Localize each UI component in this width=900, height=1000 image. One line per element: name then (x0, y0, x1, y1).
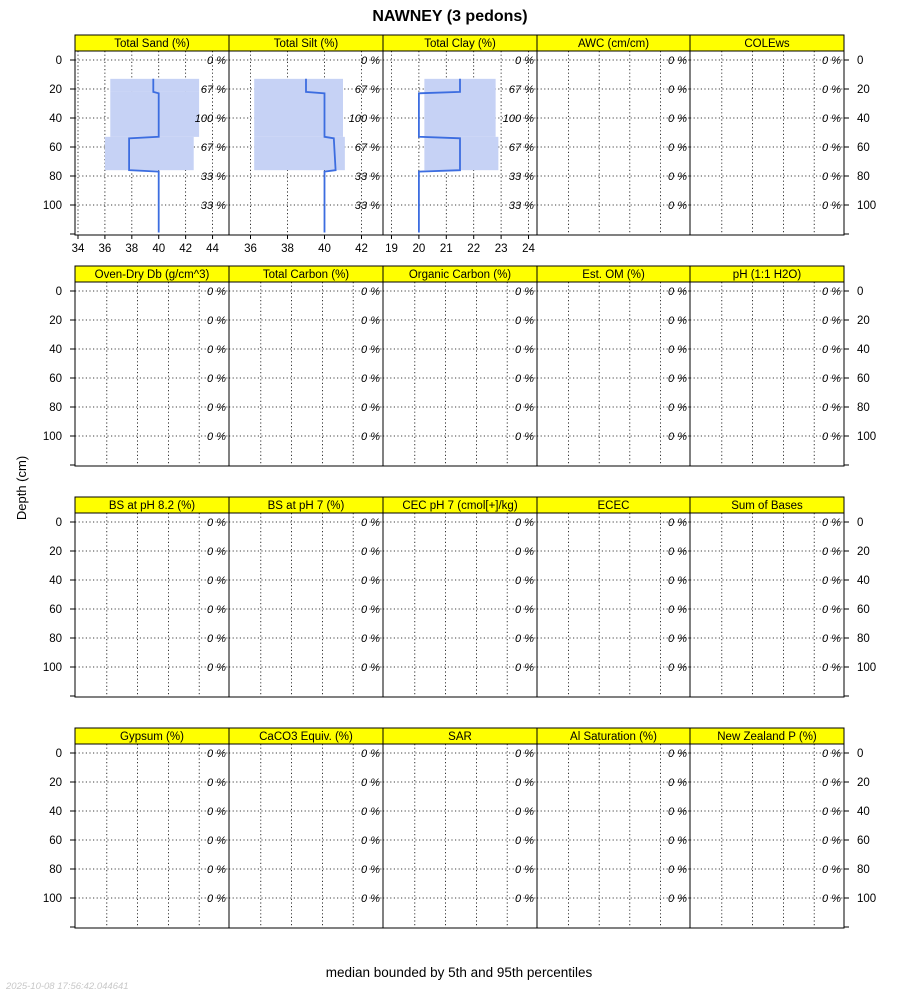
data-coverage-label: 0 % (361, 662, 380, 674)
percentile-band (424, 137, 498, 170)
panel-frame (690, 744, 844, 928)
x-tick-label: 38 (281, 243, 294, 255)
data-coverage-label: 0 % (361, 286, 380, 298)
data-coverage-label: 0 % (207, 286, 226, 298)
data-coverage-label: 0 % (207, 431, 226, 443)
panel-frame (75, 282, 229, 466)
data-coverage-label: 0 % (822, 575, 841, 587)
y-tick-label: 0 (857, 286, 864, 298)
data-coverage-label: 0 % (207, 344, 226, 356)
data-coverage-label: 0 % (207, 893, 226, 905)
data-coverage-label: 0 % (361, 604, 380, 616)
panel-strip-label: Total Silt (%) (273, 38, 339, 50)
data-coverage-label: 0 % (668, 84, 687, 96)
panel-frame (75, 513, 229, 697)
panel-strip-label: ECEC (597, 500, 630, 512)
data-coverage-label: 67 % (354, 142, 380, 154)
panel-strip-label: SAR (448, 731, 472, 743)
y-tick-label: 60 (857, 142, 870, 154)
x-tick-label: 20 (412, 243, 426, 255)
x-tick-label: 42 (179, 243, 193, 255)
y-tick-label: 100 (42, 662, 62, 674)
data-coverage-label: 0 % (361, 806, 380, 818)
panel-sum-of-bases (690, 497, 876, 697)
data-coverage-label: 0 % (515, 315, 534, 327)
panel-frame (690, 513, 844, 697)
y-tick-label: 20 (857, 315, 870, 327)
y-tick-label: 80 (857, 864, 870, 876)
data-coverage-label: 33 % (200, 200, 226, 212)
x-tick-label: 34 (71, 243, 85, 255)
data-coverage-label: 0 % (207, 748, 226, 760)
data-coverage-label: 0 % (361, 517, 380, 529)
y-tick-label: 40 (857, 575, 870, 587)
x-tick-label: 40 (318, 243, 331, 255)
data-coverage-label: 0 % (515, 604, 534, 616)
data-coverage-label: 0 % (668, 777, 687, 789)
data-coverage-label: 0 % (207, 835, 226, 847)
y-tick-label: 100 (42, 200, 62, 212)
data-coverage-label: 0 % (207, 315, 226, 327)
y-tick-label: 0 (857, 55, 864, 67)
y-tick-label: 80 (49, 402, 62, 414)
y-tick-label: 100 (857, 200, 877, 212)
data-coverage-label: 0 % (515, 633, 534, 645)
x-tick-label: 40 (152, 243, 166, 255)
panel-sar (383, 728, 537, 928)
y-tick-label: 100 (857, 431, 877, 443)
panel-strip-label: Oven-Dry Db (g/cm^3) (94, 269, 210, 281)
data-coverage-label: 0 % (668, 113, 687, 125)
data-coverage-label: 0 % (822, 777, 841, 789)
data-coverage-label: 0 % (361, 893, 380, 905)
data-coverage-label: 0 % (822, 315, 841, 327)
data-coverage-label: 0 % (668, 200, 687, 212)
data-coverage-label: 0 % (207, 864, 226, 876)
data-coverage-label: 0 % (668, 315, 687, 327)
y-tick-label: 0 (55, 517, 62, 529)
y-tick-label: 60 (49, 604, 62, 616)
panel-strip-label: Total Clay (%) (424, 38, 496, 50)
panel-frame (383, 744, 537, 928)
panel-organic-carbon (383, 266, 537, 466)
data-coverage-label: 0 % (207, 662, 226, 674)
data-coverage-label: 0 % (668, 546, 687, 558)
data-coverage-label: 0 % (361, 835, 380, 847)
panel-al-saturation (537, 728, 690, 928)
data-coverage-label: 0 % (361, 315, 380, 327)
data-coverage-label: 67 % (200, 84, 226, 96)
panel-frame (383, 282, 537, 466)
data-coverage-label: 0 % (515, 546, 534, 558)
y-tick-label: 40 (857, 344, 870, 356)
data-coverage-label: 0 % (822, 893, 841, 905)
data-coverage-label: 0 % (515, 575, 534, 587)
data-coverage-label: 0 % (822, 55, 841, 67)
data-coverage-label: 0 % (822, 84, 841, 96)
figure-title: NAWNEY (3 pedons) (372, 8, 528, 25)
data-coverage-label: 0 % (822, 748, 841, 760)
data-coverage-label: 0 % (822, 286, 841, 298)
x-tick-label: 42 (355, 243, 368, 255)
data-coverage-label: 0 % (207, 777, 226, 789)
data-coverage-label: 67 % (508, 84, 534, 96)
y-tick-label: 40 (49, 344, 62, 356)
percentile-band (110, 79, 199, 92)
y-tick-label: 80 (857, 171, 870, 183)
data-coverage-label: 0 % (207, 806, 226, 818)
data-coverage-label: 0 % (361, 431, 380, 443)
x-tick-label: 38 (125, 243, 139, 255)
panel-awc-cm-cm (537, 35, 690, 235)
data-coverage-label: 0 % (515, 662, 534, 674)
panel-frame (690, 51, 844, 235)
panel-strip-label: BS at pH 8.2 (%) (108, 500, 196, 512)
y-tick-label: 60 (49, 835, 62, 847)
data-coverage-label: 0 % (515, 55, 534, 67)
y-tick-label: 60 (857, 604, 870, 616)
panel-strip-label: Total Carbon (%) (262, 269, 350, 281)
y-axis-title: Depth (cm) (14, 455, 29, 521)
x-tick-label: 19 (385, 243, 398, 255)
data-coverage-label: 67 % (508, 142, 534, 154)
panel-strip-label: Gypsum (%) (120, 731, 184, 743)
data-coverage-label: 0 % (361, 575, 380, 587)
panel-total-clay (383, 35, 537, 255)
y-tick-label: 40 (857, 113, 870, 125)
y-tick-label: 40 (49, 806, 62, 818)
y-tick-label: 40 (49, 113, 62, 125)
panel-est-om (537, 266, 690, 466)
data-coverage-label: 0 % (668, 286, 687, 298)
data-coverage-label: 0 % (668, 575, 687, 587)
y-tick-label: 80 (49, 171, 62, 183)
x-tick-label: 36 (244, 243, 257, 255)
data-coverage-label: 0 % (361, 55, 380, 67)
data-coverage-label: 0 % (515, 373, 534, 385)
y-tick-label: 20 (49, 84, 62, 96)
x-tick-label: 44 (206, 243, 219, 255)
panel-bs-at-ph-7 (229, 497, 383, 697)
panel-total-carbon (229, 266, 383, 466)
data-coverage-label: 0 % (515, 835, 534, 847)
panel-strip-label: pH (1:1 H2O) (732, 269, 802, 281)
data-coverage-label: 0 % (822, 546, 841, 558)
data-coverage-label: 0 % (361, 373, 380, 385)
panel-strip-label: Sum of Bases (731, 500, 803, 512)
data-coverage-label: 0 % (515, 286, 534, 298)
data-coverage-label: 0 % (515, 864, 534, 876)
percentile-band (110, 92, 199, 137)
panel-strip-label: CaCO3 Equiv. (%) (259, 731, 353, 743)
data-coverage-label: 0 % (822, 864, 841, 876)
timestamp-stamp: 2025-10-08 17:56:42.044641 (6, 981, 129, 992)
data-coverage-label: 0 % (515, 517, 534, 529)
panel-colews (690, 35, 876, 235)
panel-frame (690, 282, 844, 466)
y-tick-label: 80 (49, 864, 62, 876)
data-coverage-label: 33 % (508, 171, 534, 183)
panel-strip-label: CEC pH 7 (cmol[+]/kg) (402, 500, 518, 512)
data-coverage-label: 0 % (515, 344, 534, 356)
y-tick-label: 20 (49, 777, 62, 789)
panel-strip-label: AWC (cm/cm) (577, 38, 650, 50)
x-tick-label: 24 (522, 243, 535, 255)
panel-frame (383, 513, 537, 697)
panel-strip-label: Organic Carbon (%) (408, 269, 512, 281)
data-coverage-label: 0 % (207, 517, 226, 529)
data-coverage-label: 0 % (668, 517, 687, 529)
data-coverage-label: 0 % (668, 171, 687, 183)
data-coverage-label: 0 % (668, 662, 687, 674)
y-tick-label: 60 (49, 373, 62, 385)
x-tick-label: 22 (467, 243, 481, 255)
data-coverage-label: 0 % (668, 604, 687, 616)
y-tick-label: 100 (857, 662, 877, 674)
data-coverage-label: 0 % (361, 748, 380, 760)
panel-strip-label: Al Saturation (%) (570, 731, 657, 743)
y-tick-label: 20 (857, 546, 870, 558)
panel-new-zealand-p (690, 728, 876, 928)
data-coverage-label: 100 % (194, 113, 226, 125)
y-tick-label: 0 (857, 748, 864, 760)
panel-ph-1-1-h2o (690, 266, 876, 466)
panel-strip-label: New Zealand P (%) (717, 731, 817, 743)
data-coverage-label: 0 % (207, 402, 226, 414)
panel-frame (229, 744, 383, 928)
data-coverage-label: 0 % (207, 55, 226, 67)
y-tick-label: 0 (55, 286, 62, 298)
y-tick-label: 80 (857, 633, 870, 645)
y-tick-label: 100 (857, 893, 877, 905)
data-coverage-label: 0 % (668, 344, 687, 356)
panel-gypsum (43, 728, 229, 928)
data-coverage-label: 0 % (668, 806, 687, 818)
percentile-band (254, 137, 345, 170)
data-coverage-label: 0 % (668, 835, 687, 847)
panel-bs-at-ph-8-2 (43, 497, 229, 697)
y-tick-label: 100 (42, 893, 62, 905)
y-tick-label: 0 (857, 517, 864, 529)
data-coverage-label: 0 % (822, 344, 841, 356)
y-tick-label: 0 (55, 55, 62, 67)
data-coverage-label: 0 % (822, 835, 841, 847)
panel-strip-label: Total Sand (%) (114, 38, 190, 50)
data-coverage-label: 33 % (200, 171, 226, 183)
data-coverage-label: 0 % (361, 864, 380, 876)
data-coverage-label: 0 % (822, 200, 841, 212)
data-coverage-label: 33 % (354, 171, 380, 183)
y-tick-label: 80 (49, 633, 62, 645)
data-coverage-label: 0 % (822, 171, 841, 183)
data-coverage-label: 0 % (207, 546, 226, 558)
y-tick-label: 40 (857, 806, 870, 818)
data-coverage-label: 100 % (348, 113, 380, 125)
x-tick-label: 21 (439, 243, 453, 255)
panel-ecec (537, 497, 690, 697)
y-tick-label: 60 (857, 373, 870, 385)
data-coverage-label: 0 % (668, 373, 687, 385)
data-coverage-label: 0 % (668, 402, 687, 414)
data-coverage-label: 0 % (668, 431, 687, 443)
data-coverage-label: 0 % (668, 893, 687, 905)
y-tick-label: 0 (55, 748, 62, 760)
y-tick-label: 60 (49, 142, 62, 154)
panel-frame (75, 744, 229, 928)
data-coverage-label: 0 % (207, 604, 226, 616)
data-coverage-label: 0 % (361, 402, 380, 414)
panel-frame (229, 282, 383, 466)
panel-total-silt (229, 35, 383, 255)
data-coverage-label: 0 % (822, 113, 841, 125)
percentile-band (254, 79, 343, 137)
data-coverage-label: 67 % (354, 84, 380, 96)
data-coverage-label: 0 % (668, 55, 687, 67)
data-coverage-label: 0 % (515, 893, 534, 905)
data-coverage-label: 0 % (207, 373, 226, 385)
y-tick-label: 60 (857, 835, 870, 847)
data-coverage-label: 0 % (515, 431, 534, 443)
data-coverage-label: 0 % (822, 662, 841, 674)
panel-strip-label: COLEws (744, 38, 790, 50)
panel-strip-label: BS at pH 7 (%) (267, 500, 345, 512)
y-tick-label: 20 (49, 315, 62, 327)
data-coverage-label: 0 % (822, 806, 841, 818)
y-tick-label: 20 (857, 84, 870, 96)
x-tick-label: 23 (494, 243, 508, 255)
data-coverage-label: 33 % (508, 200, 534, 212)
data-coverage-label: 0 % (822, 431, 841, 443)
data-coverage-label: 0 % (361, 546, 380, 558)
data-coverage-label: 0 % (361, 777, 380, 789)
data-coverage-label: 0 % (822, 633, 841, 645)
data-coverage-label: 0 % (515, 748, 534, 760)
data-coverage-label: 100 % (502, 113, 534, 125)
y-tick-label: 20 (49, 546, 62, 558)
y-tick-label: 20 (857, 777, 870, 789)
y-tick-label: 80 (857, 402, 870, 414)
panel-grid (43, 35, 876, 928)
data-coverage-label: 0 % (822, 517, 841, 529)
data-coverage-label: 0 % (207, 633, 226, 645)
panel-cec-ph-7-cmol-kg (383, 497, 537, 697)
panel-total-sand (43, 35, 229, 255)
data-coverage-label: 0 % (668, 864, 687, 876)
data-coverage-label: 67 % (200, 142, 226, 154)
data-coverage-label: 0 % (668, 748, 687, 760)
data-coverage-label: 0 % (822, 402, 841, 414)
y-tick-label: 40 (49, 575, 62, 587)
panel-caco3-equiv (229, 728, 383, 928)
data-coverage-label: 0 % (515, 402, 534, 414)
data-coverage-label: 0 % (515, 806, 534, 818)
data-coverage-label: 0 % (361, 344, 380, 356)
data-coverage-label: 0 % (668, 142, 687, 154)
y-tick-label: 100 (42, 431, 62, 443)
data-coverage-label: 0 % (822, 604, 841, 616)
data-coverage-label: 0 % (822, 142, 841, 154)
data-coverage-label: 33 % (354, 200, 380, 212)
x-tick-label: 36 (98, 243, 112, 255)
panel-frame (229, 513, 383, 697)
data-coverage-label: 0 % (207, 575, 226, 587)
data-coverage-label: 0 % (361, 633, 380, 645)
data-coverage-label: 0 % (822, 373, 841, 385)
data-coverage-label: 0 % (515, 777, 534, 789)
x-axis-caption: median bounded by 5th and 95th percentiles (325, 965, 593, 980)
panel-oven-dry-db-g-cm-3 (43, 266, 229, 466)
percentile-band (105, 137, 194, 170)
panel-strip-label: Est. OM (%) (582, 269, 645, 281)
data-coverage-label: 0 % (668, 633, 687, 645)
